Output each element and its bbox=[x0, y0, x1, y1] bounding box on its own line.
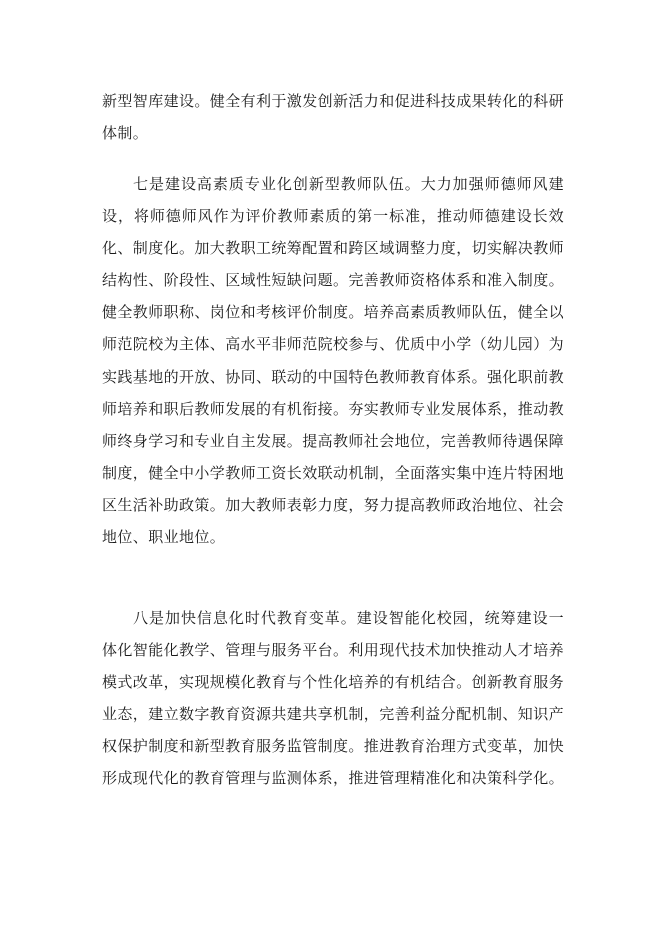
paragraph-informatization: 八是加快信息化时代教育变革。建设智能化校园，统筹建设一体化智能化教学、管理与服务平台。利用现代技术加快推动人才培养模式改革，实现规模化教育与个性化培养的有机结合。创新教育服务业态，建立数字教育资源共建共享机制，完善利益分配机制、知识产权保护制度和新型教育服务监管制度。推进教育治理方式变革，加快形成现代化的教育管理与监测体系，推进管理精准化和决策科学化。 bbox=[102, 609, 565, 788]
paragraph-teacher-team: 七是建设高素质专业化创新型教师队伍。大力加强师德师风建设，将师德师风作为评价教师素质的第一标准，推动师德建设长效化、制度化。加大教职工统筹配置和跨区域调整力度，切实解决教师结构性、阶段性、区域性短缺问题。完善教师资格体系和准入制度。健全教师职称、岗位和考核评价制度。培养高素质教师队伍，健全以师范院校为主体、高水平非师范院校参与、优质中小学（幼儿园）为实践基地的开放、协同、联动的中国特色教师教育体系。强化职前教师培养和职后教师发展的有机衔接。夯实教师专业发展体系，推动教师终身学习和专业自主发展。提高教师社会地位，完善教师待遇保障制度，健全中小学教师工资长效联动机制，全面落实集中连片特困地区生活补助政策。加大教师表彰力度，努力提高教师政治地位、社会地位、职业地位。 bbox=[102, 175, 565, 547]
paragraph-continuation: 新型智库建设。健全有利于激发创新活力和促进科技成果转化的科研体制。 bbox=[102, 92, 565, 143]
